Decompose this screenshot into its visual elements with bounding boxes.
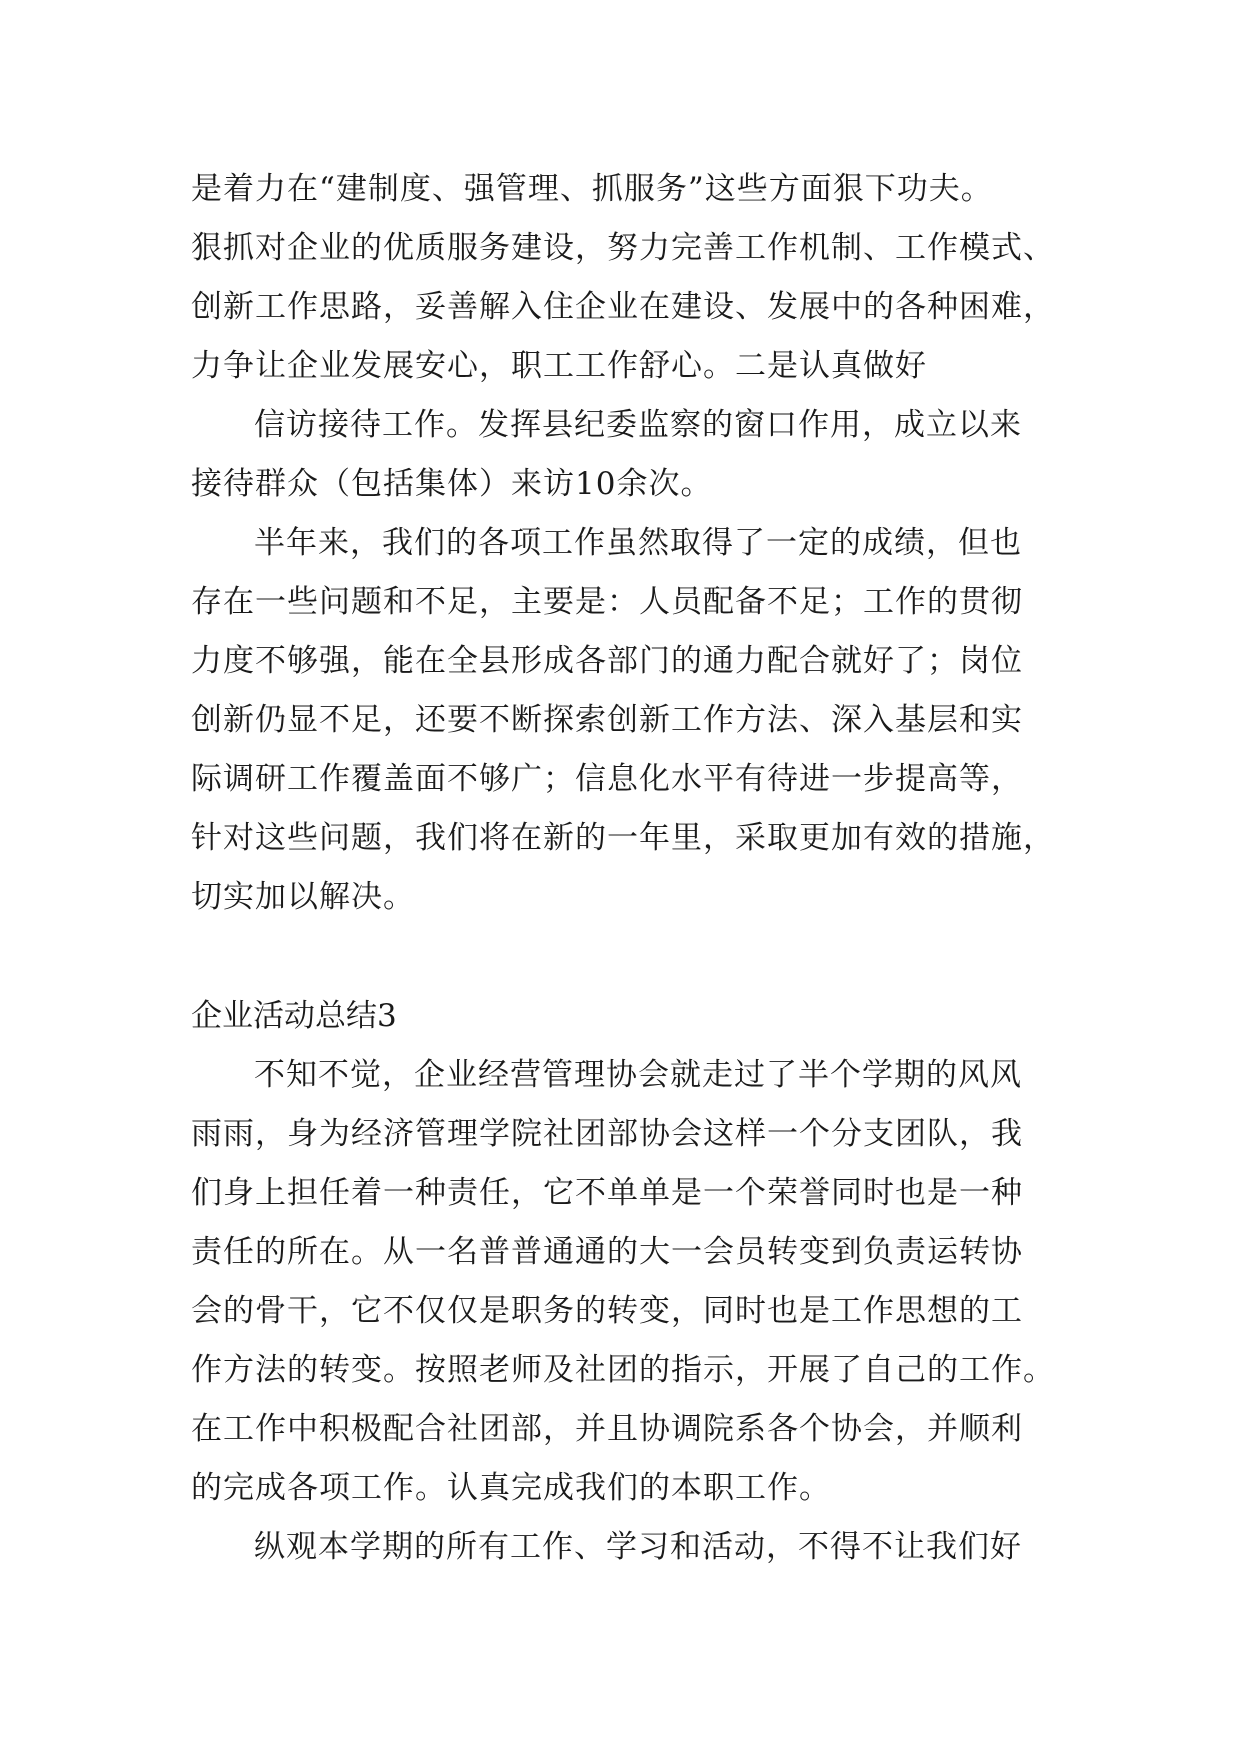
text-line: 创新工作思路，妥善解入住企业在建设、发展中的各种困难， [191, 289, 1055, 325]
text-line: 狠抓对企业的优质服务建设，努力完善工作机制、工作模式、 [191, 230, 1055, 266]
text-line: 在工作中积极配合社团部，并且协调院系各个协会，并顺利 [191, 1411, 1023, 1447]
text-line: 纵观本学期的所有工作、学习和活动，不得不让我们好 [254, 1529, 1022, 1565]
text-line: 针对这些问题，我们将在新的一年里，采取更加有效的措施， [191, 820, 1055, 856]
text-line: 存在一些问题和不足，主要是：人员配备不足；工作的贯彻 [191, 584, 1023, 620]
text-line: 雨雨，身为经济管理学院社团部协会这样一个分支团队，我 [191, 1116, 1023, 1152]
text-line: 力争让企业发展安心，职工工作舒心。二是认真做好 [191, 348, 927, 384]
text-line: 切实加以解决。 [191, 879, 415, 915]
text-line: 力度不够强，能在全县形成各部门的通力配合就好了；岗位 [191, 643, 1023, 679]
paragraph-association-review [191, 1046, 1055, 1518]
text-line: 接待群众（包括集体）来访10余次。 [191, 466, 713, 502]
document-body [191, 160, 1055, 1577]
text-line: 的完成各项工作。认真完成我们的本职工作。 [191, 1470, 831, 1506]
text-line: 信访接待工作。发挥县纪委监察的窗口作用，成立以来 [254, 407, 1022, 443]
text-line: 不知不觉，企业经营管理协会就走过了半个学期的风风 [254, 1057, 1022, 1093]
text-line: 会的骨干，它不仅仅是职务的转变，同时也是工作思想的工 [191, 1293, 1023, 1329]
text-line: 责任的所在。从一名普普通通的大一会员转变到负责运转协 [191, 1234, 1023, 1270]
text-line: 是着力在“建制度、强管理、抓服务”这些方面狠下功夫。 [191, 171, 993, 207]
paragraph-semester-overview [191, 1518, 1051, 1577]
text-line: 创新仍显不足，还要不断探索创新工作方法、深入基层和实 [191, 702, 1023, 738]
paragraph-service-work [191, 160, 1055, 396]
text-line: 际调研工作覆盖面不够广；信息化水平有待进一步提高等， [191, 761, 1023, 797]
section-heading: 企业活动总结3 [191, 998, 397, 1034]
text-line: 作方法的转变。按照老师及社团的指示，开展了自己的工作。 [191, 1352, 1055, 1388]
text-line: 半年来，我们的各项工作虽然取得了一定的成绩，但也 [254, 525, 1022, 561]
paragraph-petition-work [191, 396, 1051, 514]
paragraph-problems [191, 514, 1055, 927]
section-gap [191, 927, 1051, 987]
text-line: 们身上担任着一种责任，它不单单是一个荣誉同时也是一种 [191, 1175, 1023, 1211]
